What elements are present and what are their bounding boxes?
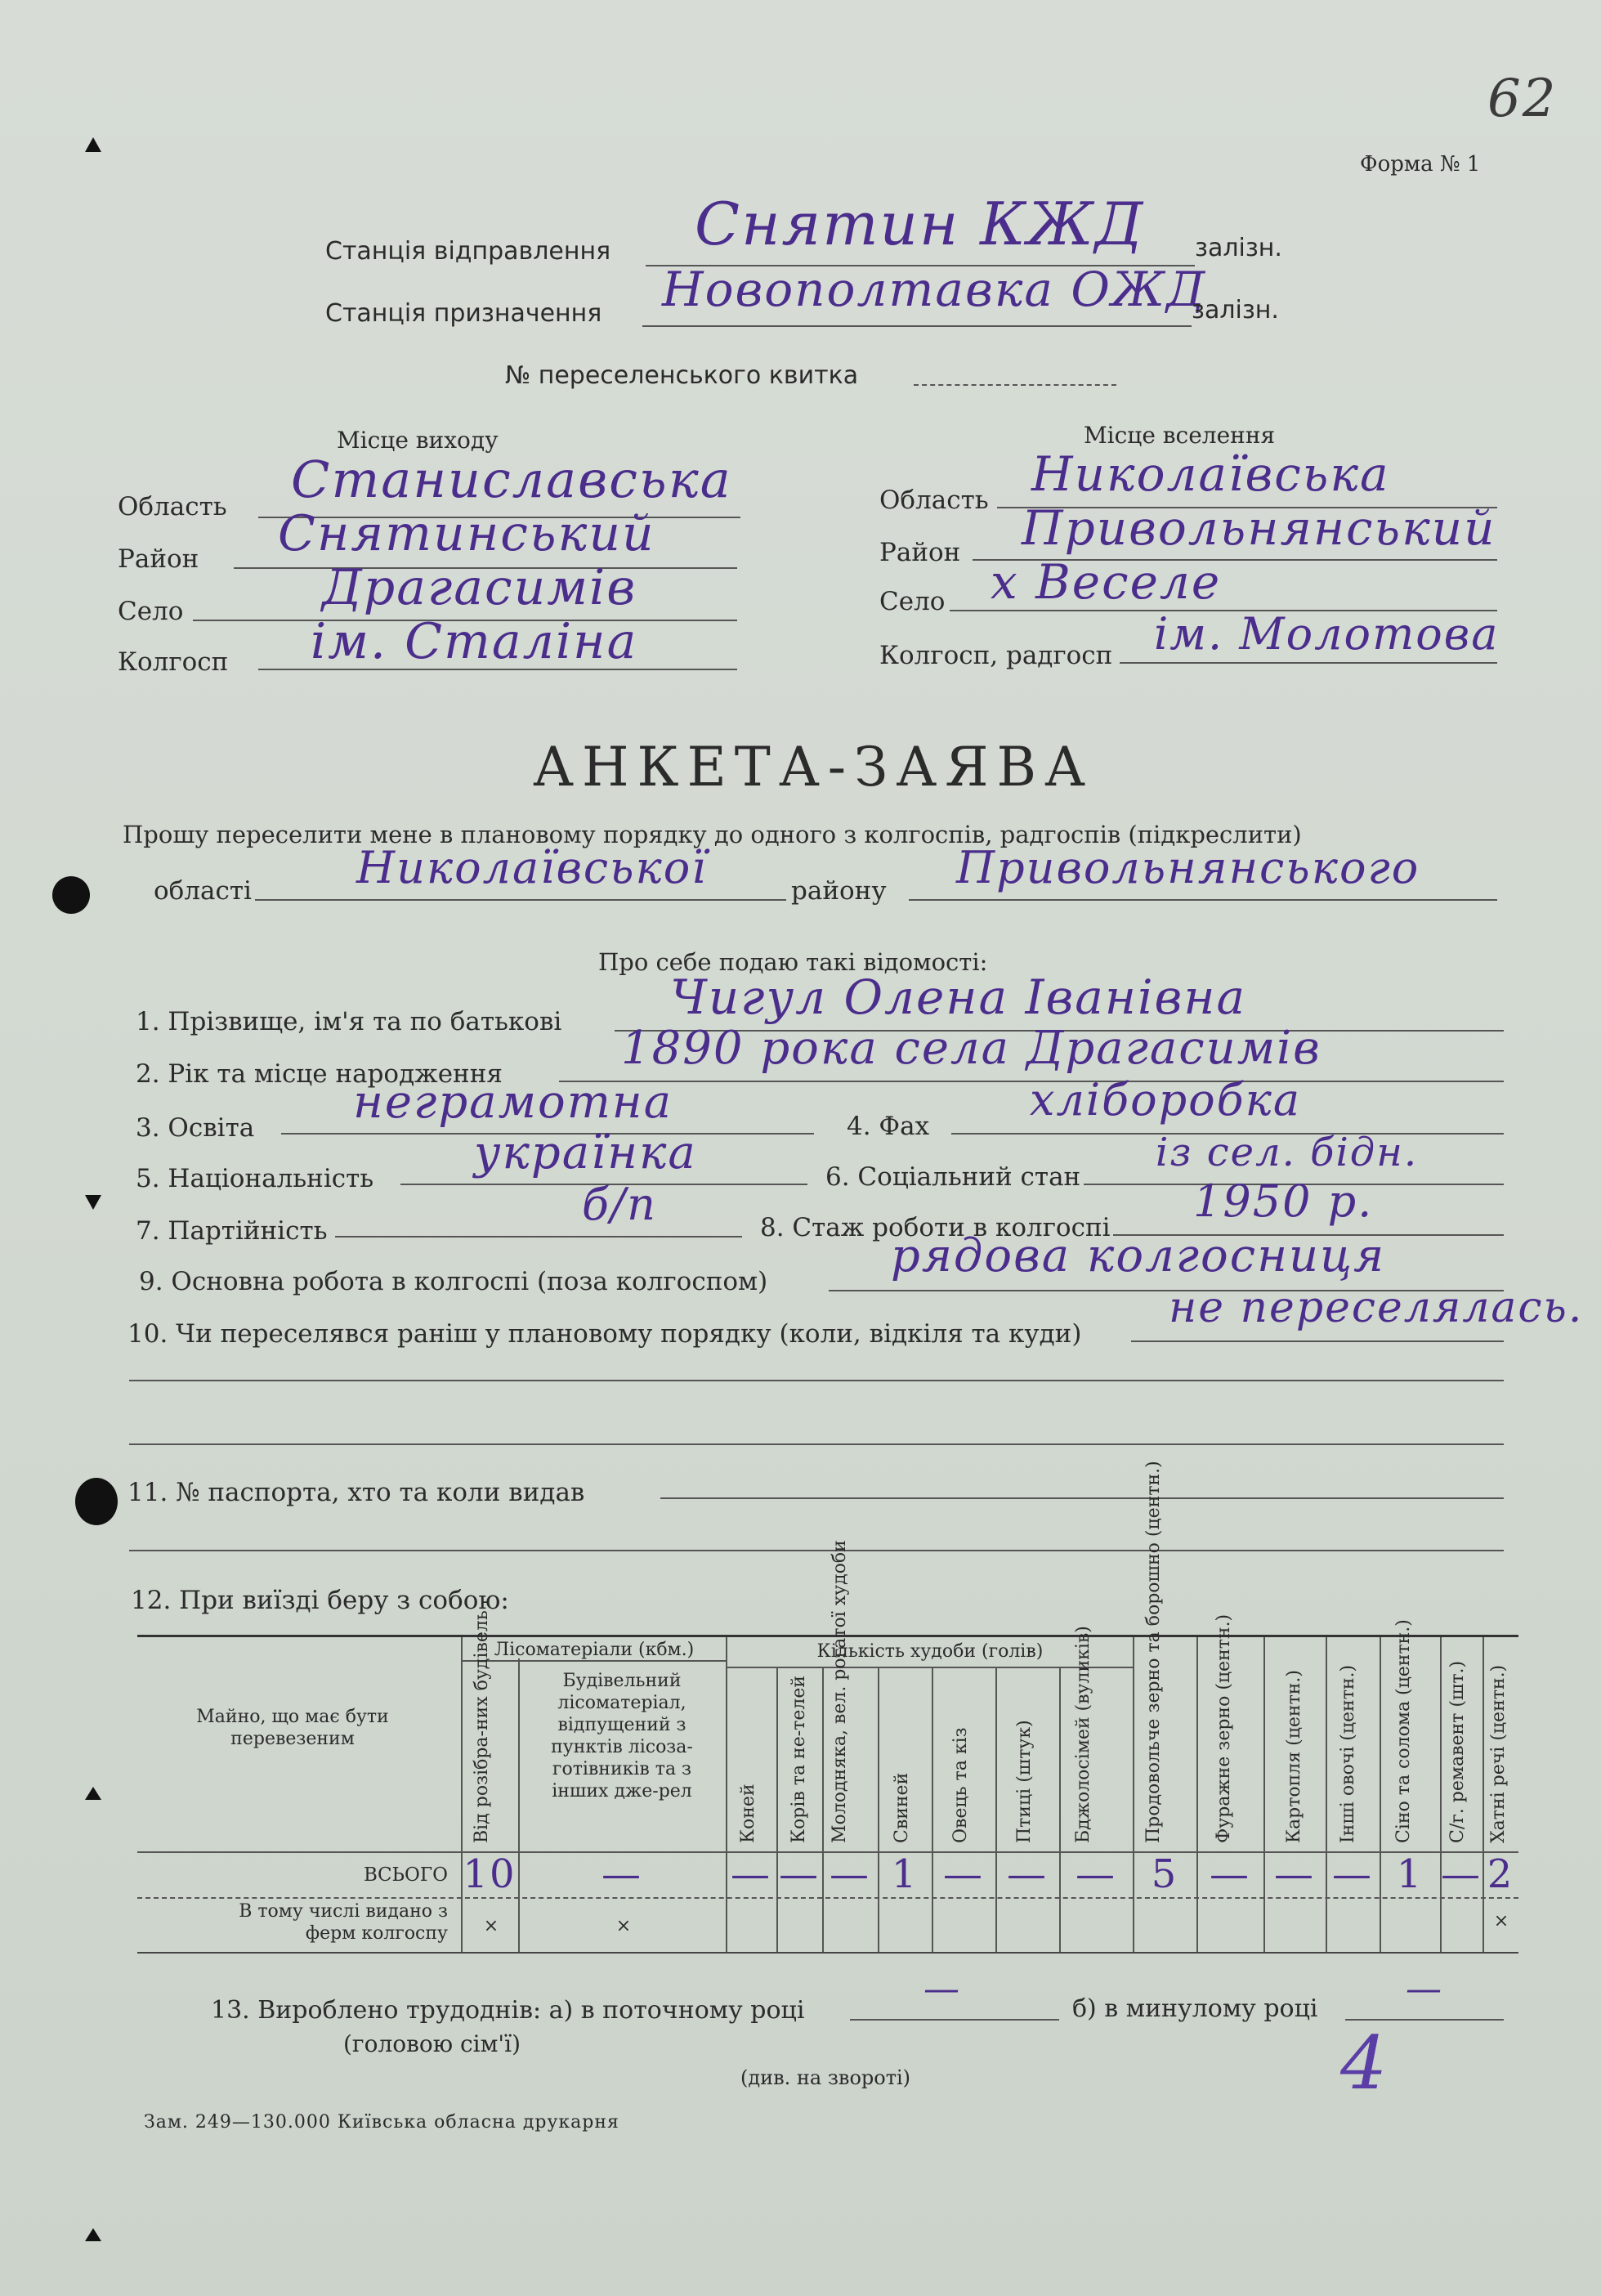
see-reverse-note: (див. на звороті) (740, 2066, 911, 2089)
row-header: Майно, що має бути перевезеним (196, 1707, 389, 1749)
origin-selo-value: Драгасимів (322, 559, 637, 616)
total-value: — (1076, 1851, 1116, 1897)
total-value: 1 (1396, 1851, 1424, 1897)
col-header-bees: Бджолосімей (вуликів) (1073, 1626, 1093, 1843)
request-text: Прошу переселити мене в плановому порядку до одного з колгоспів, радгоспів (підкреслити) (123, 821, 1302, 848)
punch-hole (75, 1478, 118, 1525)
issued-mark: × (483, 1916, 499, 1936)
destination-heading: Місце вселення (1084, 422, 1276, 449)
group-lumber: Лісоматеріали (кбм.) (494, 1640, 695, 1660)
field-2-label: 2. Рік та місце народження (136, 1059, 503, 1089)
ticket-number-label: № переселенського квитка (505, 361, 859, 390)
pencil-mark: 4 (1340, 2021, 1389, 2106)
departure-station-label: Станція відправлення (325, 237, 611, 266)
dest-selo-label: Село (879, 587, 946, 616)
total-value: — (731, 1851, 771, 1897)
page-number: 62 (1487, 69, 1558, 129)
col-header-feed-grain: Фуражне зерно (центн.) (1214, 1613, 1234, 1843)
col-header-vegetables: Інші овочі (центн.) (1338, 1664, 1358, 1843)
col-header-household: Хатні речі (центн.) (1488, 1664, 1509, 1843)
issued-mark: × (1493, 1911, 1509, 1931)
workdays-label: 13. Вироблено трудоднів: а) в поточному році (211, 1996, 805, 2025)
origin-heading: Місце виходу (337, 427, 499, 454)
destination-rail-suffix: залізн. (1192, 296, 1279, 324)
printer-imprint: Зам. 249—130.000 Київська обласна друкарня (144, 2112, 619, 2133)
dest-oblast-label: Область (879, 486, 989, 515)
field-10-label: 10. Чи переселявся раніш у плановому порядку (коли, відкіля та куди) (127, 1319, 1082, 1349)
workdays-prev-label: б) в минулому році (1072, 1994, 1318, 2023)
total-value: — (1210, 1851, 1250, 1897)
origin-kolhosp-label: Колгосп (118, 647, 229, 677)
tear-mark (85, 1195, 101, 1224)
request-raion-label: району (791, 876, 887, 906)
field-8-value: 1950 р. (1193, 1175, 1374, 1227)
field-3-value: неграмотна (353, 1076, 673, 1129)
total-value: 10 (463, 1851, 517, 1897)
dest-raion-value: Привольнянський (1022, 500, 1496, 556)
request-oblast-value: Николаївської (356, 842, 708, 893)
tear-mark (85, 123, 101, 152)
total-value: — (1274, 1851, 1315, 1897)
col-header-pigs: Свиней (892, 1772, 912, 1843)
departure-rail-suffix: залізн. (1195, 234, 1282, 262)
origin-selo-label: Село (118, 597, 184, 626)
total-value: — (1332, 1851, 1373, 1897)
request-raion-value: Привольнянського (956, 842, 1420, 893)
origin-raion-label: Район (118, 544, 199, 574)
origin-kolhosp-value: ім. Сталіна (311, 613, 638, 670)
col-header-sheep: Овець та кіз (950, 1727, 971, 1843)
workdays-current-value: — (923, 1968, 961, 2010)
col-header-poultry: Птиці (штук) (1014, 1720, 1035, 1843)
field-2-value: 1890 рока села Драгасимів (621, 1022, 1321, 1075)
field-7-value: б/п (582, 1179, 657, 1230)
field-8-label: 8. Стаж роботи в колгоспі (760, 1213, 1111, 1242)
col-header-building-lumber: Будівельний лісоматеріал, відпущений з пунктів лісоза-готівників та з інших дже-рел (551, 1671, 693, 1801)
issued-label: В тому числі видано з ферм колгоспу (239, 1901, 448, 1944)
request-oblast-label: області (154, 876, 252, 906)
total-value: — (1007, 1851, 1048, 1897)
dest-selo-value: х Веселе (991, 554, 1222, 610)
origin-oblast-label: Область (118, 492, 227, 521)
field-10-value: не переселялась. (1169, 1283, 1584, 1332)
workdays-sub-label: (головою сім'ї) (343, 2030, 521, 2057)
dest-kolhosp-label: Колгосп, радгосп (879, 641, 1113, 670)
col-header-cows: Корів та не-телей (789, 1675, 809, 1843)
tear-mark (85, 2215, 101, 2241)
field-4-value: хліборобка (1030, 1074, 1302, 1126)
field-11-label: 11. № паспорта, хто та коли видав (127, 1478, 585, 1507)
field-9-value: рядова колгосниця (891, 1229, 1386, 1282)
total-value: — (943, 1851, 984, 1897)
col-header-dismantled: Від розібра-них будівель (472, 1610, 492, 1843)
form-title: АНКЕТА-ЗАЯВА (533, 736, 1093, 799)
dest-raion-label: Район (879, 538, 961, 567)
total-value: 2 (1487, 1851, 1514, 1897)
departure-station-value: Снятин КЖД (695, 190, 1145, 258)
col-header-horses: Коней (738, 1784, 758, 1843)
field-4-label: 4. Фах (847, 1112, 930, 1141)
dest-oblast-value: Николаївська (1031, 446, 1390, 502)
field-6-value: із сел. бідн. (1156, 1130, 1419, 1175)
total-value: 5 (1151, 1851, 1178, 1897)
total-value: — (601, 1851, 642, 1897)
field-5-label: 5. Національність (136, 1164, 374, 1193)
punch-hole (52, 876, 90, 914)
field-12-label: 12. При виїзді беру з собою: (131, 1586, 509, 1615)
destination-station-label: Станція призначення (325, 299, 602, 328)
field-6-label: 6. Соціальний стан (825, 1162, 1081, 1192)
field-9-label: 9. Основна робота в колгоспі (поза колгоспом) (139, 1267, 768, 1296)
col-header-food-grain: Продовольче зерно та борошно (центн.) (1143, 1461, 1164, 1843)
origin-raion-value: Снятинський (278, 505, 655, 562)
group-livestock: Кількість худоби (голів) (816, 1641, 1044, 1662)
form-number: Форма № 1 (1360, 152, 1481, 177)
col-header-potatoes: Картопля (центн.) (1284, 1670, 1304, 1843)
total-value: — (779, 1851, 820, 1897)
info-heading: Про себе подаю такі відомості: (598, 948, 988, 976)
total-label: ВСЬОГО (364, 1864, 448, 1886)
col-header-hay: Сіно та солома (центн.) (1393, 1619, 1414, 1843)
field-7-label: 7. Партійність (136, 1216, 328, 1246)
dest-kolhosp-value: ім. Молотова (1154, 608, 1500, 660)
total-value: — (1441, 1851, 1482, 1897)
destination-station-value: Новополтавка ОЖД (662, 262, 1207, 317)
issued-mark: × (615, 1916, 632, 1936)
field-1-value: Чигул Олена Іванівна (670, 969, 1247, 1025)
field-3-label: 3. Освіта (136, 1113, 255, 1143)
total-value: — (830, 1851, 870, 1897)
field-5-value: українка (474, 1126, 697, 1179)
origin-oblast-value: Станиславська (291, 450, 732, 509)
field-1-label: 1. Прізвище, ім'я та по батькові (136, 1007, 562, 1036)
total-value: 1 (891, 1851, 919, 1897)
workdays-prev-value: — (1406, 1968, 1443, 2010)
col-header-tools: С/г. ремавент (шт.) (1447, 1660, 1468, 1843)
tear-mark (85, 1774, 101, 1800)
col-header-young-cattle: Молодняка, вел. рогатої худоби (830, 1540, 850, 1843)
